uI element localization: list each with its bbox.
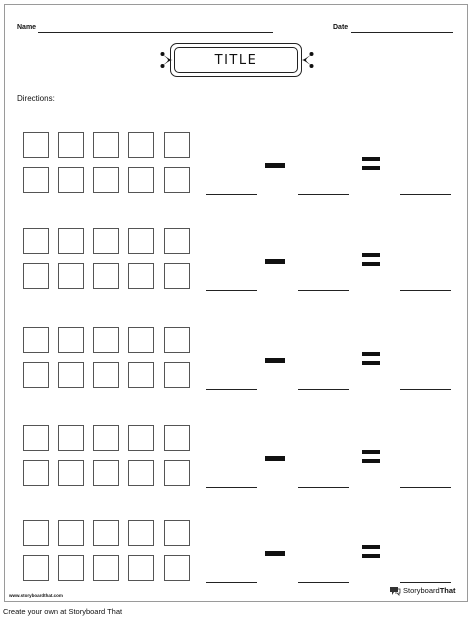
- equals-sign-icon: [362, 352, 380, 356]
- answer-box[interactable]: [93, 555, 119, 581]
- answer-box[interactable]: [164, 132, 190, 158]
- equals-sign-icon: [362, 262, 380, 266]
- footer-url[interactable]: www.storyboardthat.com: [9, 593, 63, 598]
- answer-box[interactable]: [23, 362, 49, 388]
- equals-sign-icon: [362, 157, 380, 161]
- answer-box[interactable]: [128, 327, 154, 353]
- answer-box[interactable]: [23, 460, 49, 486]
- answer-box[interactable]: [23, 327, 49, 353]
- problem-row: [0, 520, 474, 590]
- worksheet-page: [4, 4, 468, 602]
- answer-box[interactable]: [128, 228, 154, 254]
- answer-box[interactable]: [58, 555, 84, 581]
- page-title: TITLE: [214, 53, 258, 68]
- answer-box[interactable]: [164, 228, 190, 254]
- answer-box[interactable]: [93, 167, 119, 193]
- answer-box[interactable]: [23, 228, 49, 254]
- answer-box[interactable]: [128, 263, 154, 289]
- minus-sign-icon: [265, 259, 285, 264]
- answer-box[interactable]: [128, 132, 154, 158]
- answer-box[interactable]: [93, 327, 119, 353]
- problem-row: [0, 327, 474, 397]
- directions-label: Directions:: [17, 94, 55, 103]
- answer-box[interactable]: [23, 555, 49, 581]
- operand-line[interactable]: [298, 582, 349, 583]
- answer-box[interactable]: [58, 228, 84, 254]
- minus-sign-icon: [265, 456, 285, 461]
- answer-box[interactable]: [23, 132, 49, 158]
- answer-box[interactable]: [128, 425, 154, 451]
- answer-box[interactable]: [93, 520, 119, 546]
- answer-box[interactable]: [164, 327, 190, 353]
- answer-line[interactable]: [400, 487, 451, 488]
- answer-box[interactable]: [164, 362, 190, 388]
- answer-line[interactable]: [400, 290, 451, 291]
- logo-text-that: That: [439, 586, 456, 595]
- operand-line[interactable]: [298, 290, 349, 291]
- answer-line[interactable]: [400, 194, 451, 195]
- equals-sign-icon: [362, 361, 380, 365]
- answer-box[interactable]: [58, 327, 84, 353]
- equals-sign-icon: [362, 459, 380, 463]
- answer-box[interactable]: [164, 167, 190, 193]
- name-line[interactable]: [38, 32, 273, 33]
- operand-line[interactable]: [298, 389, 349, 390]
- answer-box[interactable]: [93, 425, 119, 451]
- answer-box[interactable]: [58, 460, 84, 486]
- answer-box[interactable]: [93, 263, 119, 289]
- answer-box[interactable]: [164, 425, 190, 451]
- equals-sign-icon: [362, 166, 380, 170]
- answer-box[interactable]: [23, 167, 49, 193]
- minus-sign-icon: [265, 551, 285, 556]
- problem-row: [0, 132, 474, 202]
- operand-line[interactable]: [298, 194, 349, 195]
- ornament-right-icon: [300, 50, 314, 70]
- answer-box[interactable]: [164, 555, 190, 581]
- answer-line[interactable]: [400, 582, 451, 583]
- answer-box[interactable]: [58, 132, 84, 158]
- equals-sign-icon: [362, 545, 380, 549]
- chat-bubble-icon: [389, 586, 401, 596]
- operand-line[interactable]: [206, 290, 257, 291]
- answer-box[interactable]: [23, 520, 49, 546]
- problem-row: [0, 228, 474, 298]
- date-label: Date: [333, 24, 349, 31]
- operand-line[interactable]: [206, 389, 257, 390]
- answer-box[interactable]: [58, 362, 84, 388]
- answer-box[interactable]: [128, 520, 154, 546]
- operand-line[interactable]: [206, 582, 257, 583]
- minus-sign-icon: [265, 358, 285, 363]
- equals-sign-icon: [362, 253, 380, 257]
- answer-box[interactable]: [128, 555, 154, 581]
- answer-box[interactable]: [93, 460, 119, 486]
- answer-box[interactable]: [93, 228, 119, 254]
- equals-sign-icon: [362, 450, 380, 454]
- answer-box[interactable]: [164, 520, 190, 546]
- name-label: Name: [17, 24, 37, 31]
- answer-box[interactable]: [58, 425, 84, 451]
- answer-box[interactable]: [128, 167, 154, 193]
- date-line[interactable]: [351, 32, 453, 33]
- equals-sign-icon: [362, 554, 380, 558]
- answer-box[interactable]: [58, 167, 84, 193]
- minus-sign-icon: [265, 163, 285, 168]
- operand-line[interactable]: [298, 487, 349, 488]
- answer-box[interactable]: [128, 362, 154, 388]
- answer-box[interactable]: [23, 425, 49, 451]
- create-your-own-text[interactable]: Create your own at Storyboard That: [3, 607, 123, 616]
- answer-box[interactable]: [58, 263, 84, 289]
- answer-box[interactable]: [164, 460, 190, 486]
- operand-line[interactable]: [206, 194, 257, 195]
- answer-line[interactable]: [400, 389, 451, 390]
- answer-box[interactable]: [23, 263, 49, 289]
- answer-box[interactable]: [58, 520, 84, 546]
- logo-text-storyboard: Storyboard: [403, 586, 440, 595]
- operand-line[interactable]: [206, 487, 257, 488]
- answer-box[interactable]: [128, 460, 154, 486]
- title-box[interactable]: [170, 43, 302, 77]
- problem-row: [0, 425, 474, 495]
- answer-box[interactable]: [93, 362, 119, 388]
- answer-box[interactable]: [93, 132, 119, 158]
- answer-box[interactable]: [164, 263, 190, 289]
